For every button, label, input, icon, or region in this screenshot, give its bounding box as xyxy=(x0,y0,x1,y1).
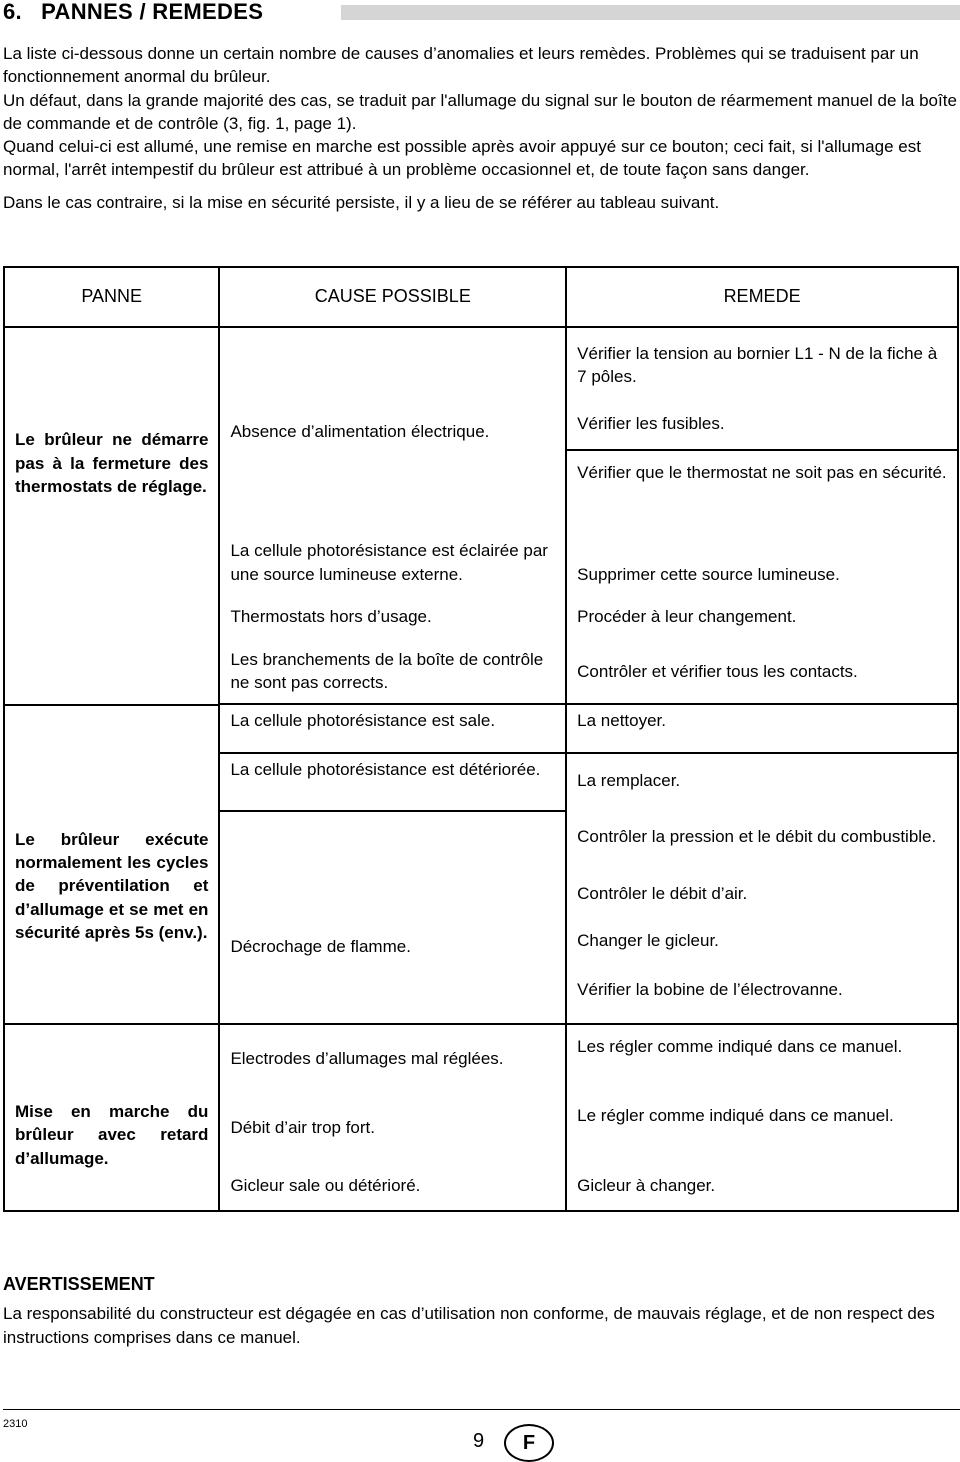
table-row xyxy=(4,1024,958,1094)
remede-cell: La nettoyer. xyxy=(566,705,958,753)
document-code: 2310 xyxy=(3,1418,28,1430)
panne-cell-2: Le brûleur exécute normalement les cycles de préventilation et d’allumage et se met en sécurité après 5s (env.). xyxy=(4,705,219,1024)
cause-cell: La cellule photorésistance est détériorée. xyxy=(219,753,566,811)
troubleshooting-table xyxy=(3,266,959,1212)
table-row xyxy=(4,705,958,753)
warning-section xyxy=(3,1273,960,1349)
cause-cell: Thermostats hors d’usage. xyxy=(219,593,566,640)
remede-cell: Vérifier que le thermostat ne soit pas en sécurité. xyxy=(566,450,958,523)
page-number: 9 xyxy=(473,1430,485,1452)
table-header-row xyxy=(4,267,958,327)
remede-cell: Vérifier la bobine de l’électrovanne. xyxy=(566,968,958,1024)
intro-paragraph-1: La liste ci-dessous donne un certain nombre de causes d’anomalies et leurs remèdes. Problèmes qui se traduisent par un fonctionnement anormal du brûleur. xyxy=(3,44,919,87)
section-heading xyxy=(3,0,960,26)
remede-cell xyxy=(566,327,958,450)
header-panne: PANNE xyxy=(4,267,219,327)
table-row xyxy=(4,327,958,450)
cause-cell: La cellule photorésistance est éclairée par une source lumineuse externe. xyxy=(219,450,566,593)
header-cause: CAUSE POSSIBLE xyxy=(219,267,566,327)
remede-cell: La remplacer. xyxy=(566,753,958,811)
remede-text: Vérifier les fusibles. xyxy=(577,413,725,433)
remede-cell: Supprimer cette source lumineuse. xyxy=(566,523,958,593)
footer-rule xyxy=(3,1409,960,1410)
panne-cell-1: Le brûleur ne démarre pas à la fermeture des thermostats de réglage. xyxy=(4,327,219,705)
header-remede: REMEDE xyxy=(566,267,958,327)
heading-bar xyxy=(341,5,960,20)
remede-cell: Les régler comme indiqué dans ce manuel. xyxy=(566,1024,958,1094)
cause-cell: Les branchements de la boîte de contrôle ne sont pas corrects. xyxy=(219,640,566,704)
language-badge: F xyxy=(504,1424,554,1462)
cause-cell: Electrodes d’allumages mal réglées. xyxy=(219,1024,566,1094)
remede-cell: Contrôler le débit d’air. xyxy=(566,874,958,921)
remede-cell: Contrôler la pression et le débit du combustible. xyxy=(566,811,958,874)
cause-cell: Absence d’alimentation électrique. xyxy=(219,327,566,450)
cause-cell: Débit d’air trop fort. xyxy=(219,1094,566,1164)
warning-title: AVERTISSEMENT xyxy=(3,1274,155,1294)
remede-cell: Contrôler et vérifier tous les contacts. xyxy=(566,640,958,704)
remede-cell: Procéder à leur changement. xyxy=(566,593,958,640)
remede-cell: Changer le gicleur. xyxy=(566,921,958,968)
remede-cell: Gicleur à changer. xyxy=(566,1164,958,1211)
remede-text: Vérifier la tension au bornier L1 - N de la fiche à 7 pôles. xyxy=(577,344,938,387)
intro-paragraph-2: Un défaut, dans la grande majorité des cas, se traduit par l'allumage du signal sur le bouton de réarmement manuel de la boîte de commande et de contrôle (3, fig. 1, page 1). xyxy=(3,90,957,133)
cause-cell: Décrochage de flamme. xyxy=(219,811,566,1024)
cause-cell: Gicleur sale ou détérioré. xyxy=(219,1164,566,1211)
intro-paragraph-3: Quand celui-ci est allumé, une remise en marche est possible après avoir appuyé sur ce bouton; ceci fait, si l'allumage est normal, l'arrêt intempestif du brûleur est attribué à un problème occasionnel et, de toute façon sans danger. xyxy=(3,137,921,180)
panne-cell-3: Mise en marche du brûleur avec retard d’allumage. xyxy=(4,1024,219,1211)
warning-text: La responsabilité du constructeur est dégagée en cas d’utilisation non conforme, de mauvais réglage, et de non respect des instructions comprises dans ce manuel. xyxy=(3,1304,935,1347)
intro-paragraph-4: Dans le cas contraire, si la mise en sécurité persiste, il y a lieu de se référer au tableau suivant. xyxy=(3,192,720,212)
cause-cell: La cellule photorésistance est sale. xyxy=(219,705,566,753)
section-title: 6. PANNES / REMEDES xyxy=(3,0,264,24)
intro-text xyxy=(3,42,960,214)
remede-cell: Le régler comme indiqué dans ce manuel. xyxy=(566,1094,958,1164)
